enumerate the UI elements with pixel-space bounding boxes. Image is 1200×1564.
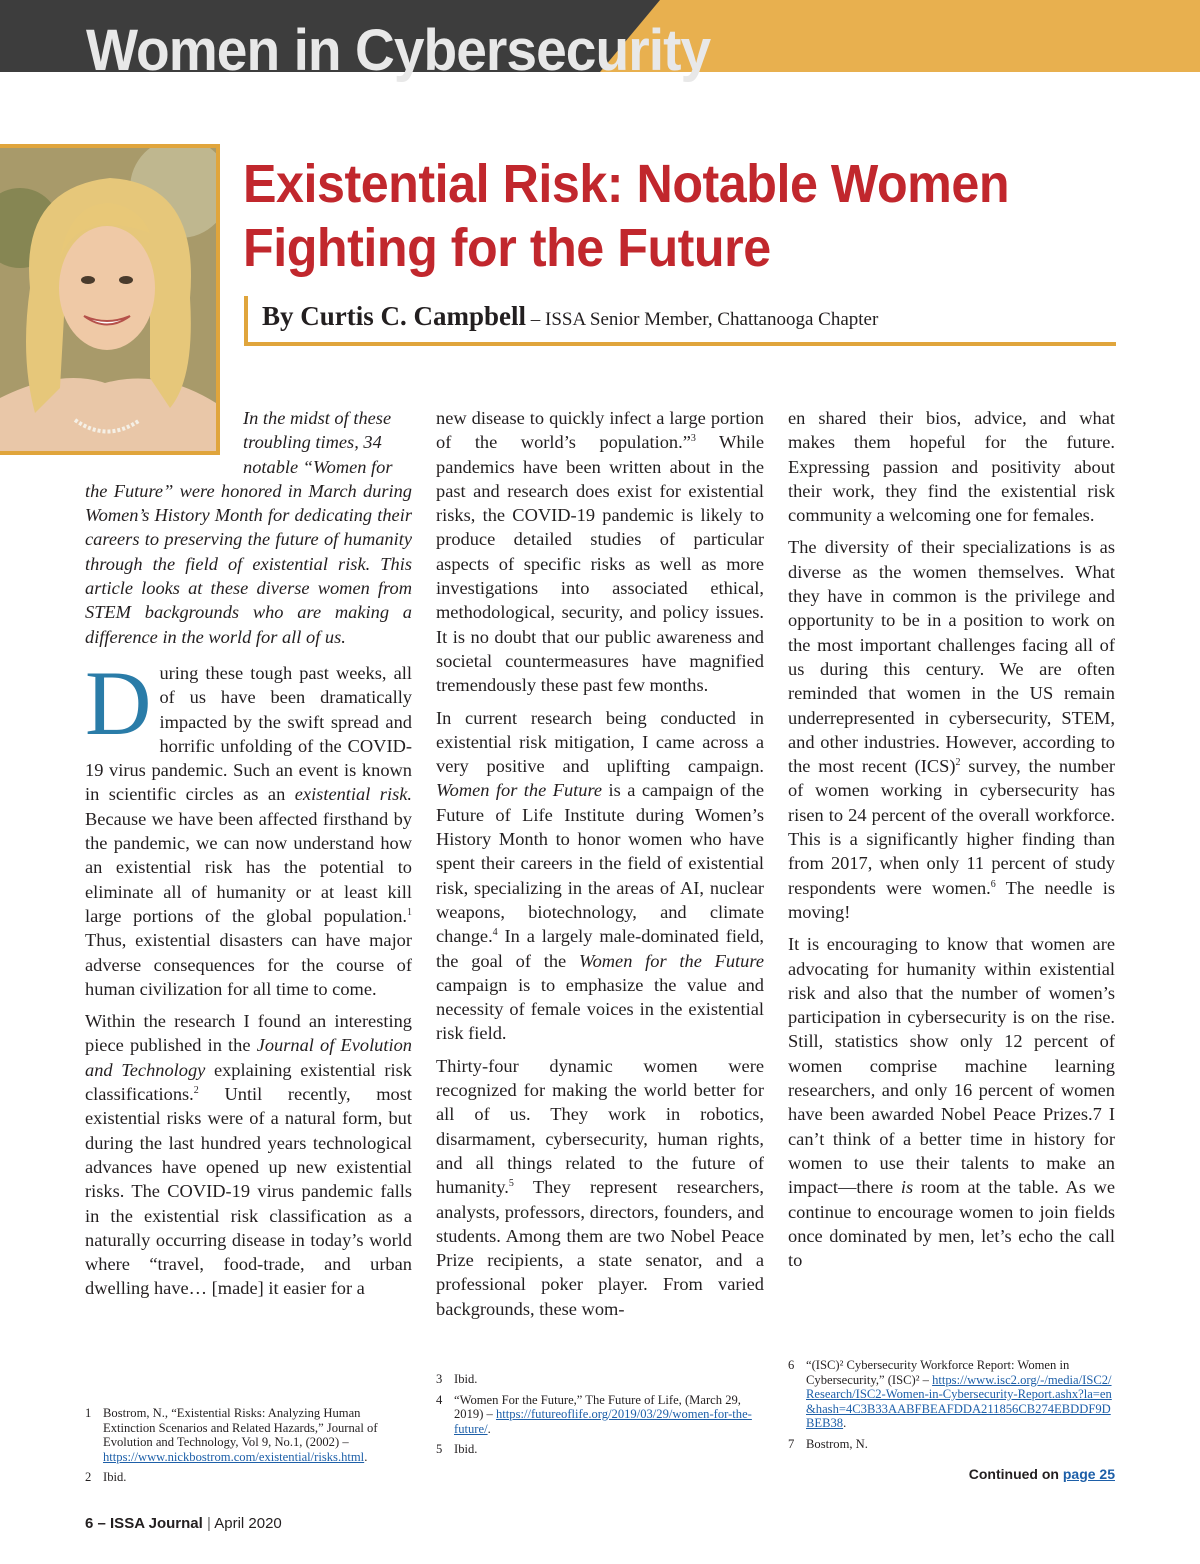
footnote-ref-1: 1 <box>407 906 412 918</box>
col3-p3-emphasis: is <box>900 1177 914 1198</box>
continued-label: Continued on <box>968 1466 1063 1482</box>
col1-p1-text-c: Thus, existential disasters can have major adverse consequences for the course of human civilization for all time to come. <box>85 930 412 999</box>
byline-separator: – <box>526 309 546 330</box>
col1-p2-text-b: explaining existential risk classifications. <box>85 1059 413 1105</box>
footer-issue-date: April 2020 <box>214 1515 282 1532</box>
footnotes-column-3 <box>788 1358 1118 1457</box>
intro-line-3: notable “Women for <box>243 456 393 477</box>
footnote-text <box>454 1393 766 1437</box>
footnote-4-end: . <box>487 1421 491 1436</box>
column-3 <box>788 406 1115 1280</box>
col2-p1-text-b: While pandemics have been written about in the past and research does exist for existential risks, the COVID-19 pandemic is likely to produce detailed studies of particular aspects of specific risks as well as more investigations into associated ethical, methodological, security, and policy issues. It is no doubt that our public awareness and societal countermeasures have magnified tremendously these past few months. <box>436 432 764 696</box>
footnote-text <box>806 1358 1118 1431</box>
col2-p2-text-c: In a largely male-dominated field, the goal of the <box>436 926 764 971</box>
col2-paragraph-2 <box>436 706 764 1046</box>
footnote-number: 6 <box>788 1358 795 1372</box>
footnote-text: Ibid. <box>454 1442 478 1456</box>
footnotes-column-2 <box>436 1372 766 1463</box>
footnote-text: Bostrom, N. <box>806 1436 868 1451</box>
col1-p1-text-a: uring these tough past weeks, all of us have been dramatically impacted by the swift spread and horrific unfolding of the COVID-19 virus pandemic. Such an event is known in scientific circles as an <box>85 662 412 805</box>
col2-p2-emphasis: Women for the Future <box>436 780 603 801</box>
footer-journal: 6 – ISSA Journal <box>85 1515 203 1532</box>
col1-p2-text-c: Until recently, most existential risks were of a natural form, but during the last hundred years technological advances have opened up new existential risks. The COVID-19 virus pandemic falls in the existential risk classification as a naturally occurring disease in today’s world where “travel, food-trade, and urban dwelling have… [made] it easier for a <box>85 1084 412 1299</box>
footnote-ref-3: 3 <box>690 433 696 445</box>
intro-line-2: troubling times, 34 <box>243 432 382 453</box>
footnote-number: 3 <box>436 1372 443 1386</box>
footnote-4-link[interactable]: https://futureoflife.org/2019/03/29/women-for-the-future/ <box>454 1407 752 1436</box>
footnote-1-end: . <box>364 1449 368 1464</box>
col1-p1-emphasis: existential risk. <box>294 784 412 805</box>
col2-paragraph-1 <box>436 406 764 698</box>
footnote-ref-2: 2 <box>193 1084 199 1096</box>
col2-p2-emphasis-2: Women for the Future <box>578 950 764 971</box>
col1-p1-text-b: Because we have been affected firsthand by the pandemic, we can now understand how an existential risk has the potential to eliminate all of humanity or at least kill large portions of the global population. <box>85 808 412 926</box>
intro-rest: the Future” were honored in March during Women’s History Month for dedicating their careers to preserving the future of humanity through the field of existential risk. This article looks at these diverse women from STEM backgrounds who are making a difference in the world for all of us. <box>85 480 412 647</box>
footnote-4-text: “Women For the Future,” The Future of Life, (March 29, 2019) – <box>454 1392 741 1421</box>
col2-p3-text-a: Thirty-four dynamic women were recognized for making the world better for all of us. They work in robotics, disarmament, cybersecurity, human rights, and all things related to the future of humanity. <box>436 1055 764 1198</box>
footnote-4 <box>436 1393 766 1437</box>
col2-p2-text-d: campaign is to emphasize the value and necessity of female voices in the existential risk field. <box>436 974 764 1044</box>
col2-p2-text-a: In current research being conducted in existential risk mitigation, I came across a very positive and uplifting campaign. <box>436 707 764 777</box>
col3-paragraph-3 <box>788 932 1115 1272</box>
page-footer <box>85 1515 282 1532</box>
drop-cap: D <box>85 651 152 754</box>
col2-p1-text-a: new disease to quickly infect a large portion of the world’s population.” <box>436 408 764 453</box>
footnote-2 <box>85 1470 415 1485</box>
col3-p2-text-c: The needle is moving! <box>788 877 1115 922</box>
col1-p2-text-a: Within the research I found an interesting piece published in the <box>85 1011 412 1056</box>
intro-paragraph <box>85 406 412 649</box>
byline <box>244 296 1116 346</box>
section-title: Women in Cybersecurity <box>86 18 711 83</box>
footnote-1-text: Bostrom, N., “Existential Risks: Analyzing Human Extinction Scenarios and Related Hazards,” Journal of Evolution and Technology, Vol 9, No.1, (2002) – <box>103 1406 378 1449</box>
footnote-5 <box>436 1442 766 1457</box>
footnote-number: 7 <box>788 1436 795 1451</box>
byline-role: ISSA Senior Member, Chattanooga Chapter <box>545 309 879 330</box>
footnote-number: 1 <box>85 1406 92 1420</box>
column-1 <box>85 406 412 1309</box>
col3-paragraph-2 <box>788 535 1115 924</box>
footnote-6-end: . <box>843 1416 847 1430</box>
footnote-ref-4: 4 <box>492 927 498 939</box>
col3-p3-text-b: room at the table. As we continue to encourage women to join fields once dominated by men, let’s echo the call to <box>788 1177 1115 1271</box>
column-2 <box>436 406 764 1329</box>
footnote-1 <box>85 1406 415 1464</box>
footer-separator: | <box>202 1515 215 1532</box>
footnote-6-text: “(ISC)² Cybersecurity Workforce Report: Women in Cybersecurity,” (ISC)² – <box>806 1358 1070 1387</box>
col2-p2-text-b: is a campaign of the Future of Life Institute during Women’s History Month to honor women who have spent their careers in the field of existential risk, specializing in the areas of AI, nuclear weapons, biotechnology, and climate change. <box>436 780 764 947</box>
footnote-6-link[interactable]: https://www.isc2.org/-/media/ISC2/Research/ISC2-Women-in-Cybersecurity-Report.ashx?la=en&hash=4C3B33AABFBEAFDDA211856CB274EBDDF9DBEB38 <box>806 1372 1112 1430</box>
superscript-2: 2 <box>955 757 961 769</box>
col2-paragraph-3 <box>436 1054 764 1321</box>
col3-p2-text-b: survey, the number of women working in cybersecurity has risen to 24 percent of the overall workforce. This is a significantly higher finding than from 2017, when only 11 percent of study respondents were women. <box>788 756 1115 898</box>
intro-line-1: In the midst of these <box>243 408 392 428</box>
footnote-text <box>103 1406 415 1464</box>
continued-note <box>969 1466 1115 1482</box>
footnote-number: 4 <box>436 1392 443 1407</box>
col1-paragraph-1 <box>85 651 412 1001</box>
footnote-text: Ibid. <box>103 1470 127 1484</box>
byline-author: By Curtis C. Campbell <box>262 301 527 331</box>
footnote-3 <box>436 1372 766 1387</box>
footnote-ref-5: 5 <box>508 1178 514 1190</box>
footnote-ref-6: 6 <box>990 878 996 890</box>
col1-p2-emphasis: Journal of Evolution and Technology <box>85 1035 412 1080</box>
footnote-number: 5 <box>436 1442 443 1456</box>
col2-p3-text-b: They represent researchers, analysts, professors, directors, founders, and students. Among them are two Nobel Peace Prize recipients, a state senator, and a professional poker player. From varied backgrounds, these wom- <box>436 1177 764 1319</box>
article-headline: Existential Risk: Notable Women Fighting for the Future <box>243 154 1010 278</box>
footnote-7 <box>788 1437 1118 1452</box>
footnotes-column-1 <box>85 1406 415 1491</box>
continued-page-link[interactable]: page 25 <box>1062 1466 1115 1482</box>
col1-paragraph-2 <box>85 1009 412 1301</box>
col3-paragraph-1: en shared their bios, advice, and what makes them hopeful for the future. Expressing passion and positivity about their work, they find the existential risk community a welcoming one for females. <box>788 408 1115 526</box>
footnote-6 <box>788 1358 1118 1431</box>
footnote-1-link[interactable]: https://www.nickbostrom.com/existential/risks.html <box>103 1449 365 1464</box>
footnote-number: 2 <box>85 1470 92 1484</box>
col3-p2-text-a: The diversity of their specializations is as diverse as the women themselves. What they have in common is the privilege and opportunity to be in a position to work on the most important challenges facing all of us during this century. We are often reminded that women in the US remain underrepresented in cybersecurity, STEM, and other industries. However, according to the most recent (ICS) <box>788 537 1115 777</box>
col3-p3-text-a: It is encouraging to know that women are advocating for humanity within existential risk and also that the number of women’s participation in cybersecurity is on the rise. Still, statistics show only 12 percent of women comprise machine learning researchers, and only 16 percent of women have been awarded Nobel Peace Prizes.7 I can’t think of a better time in history for women to use their talents to make an impact—there <box>788 934 1115 1198</box>
footnote-text: Ibid. <box>454 1372 478 1386</box>
